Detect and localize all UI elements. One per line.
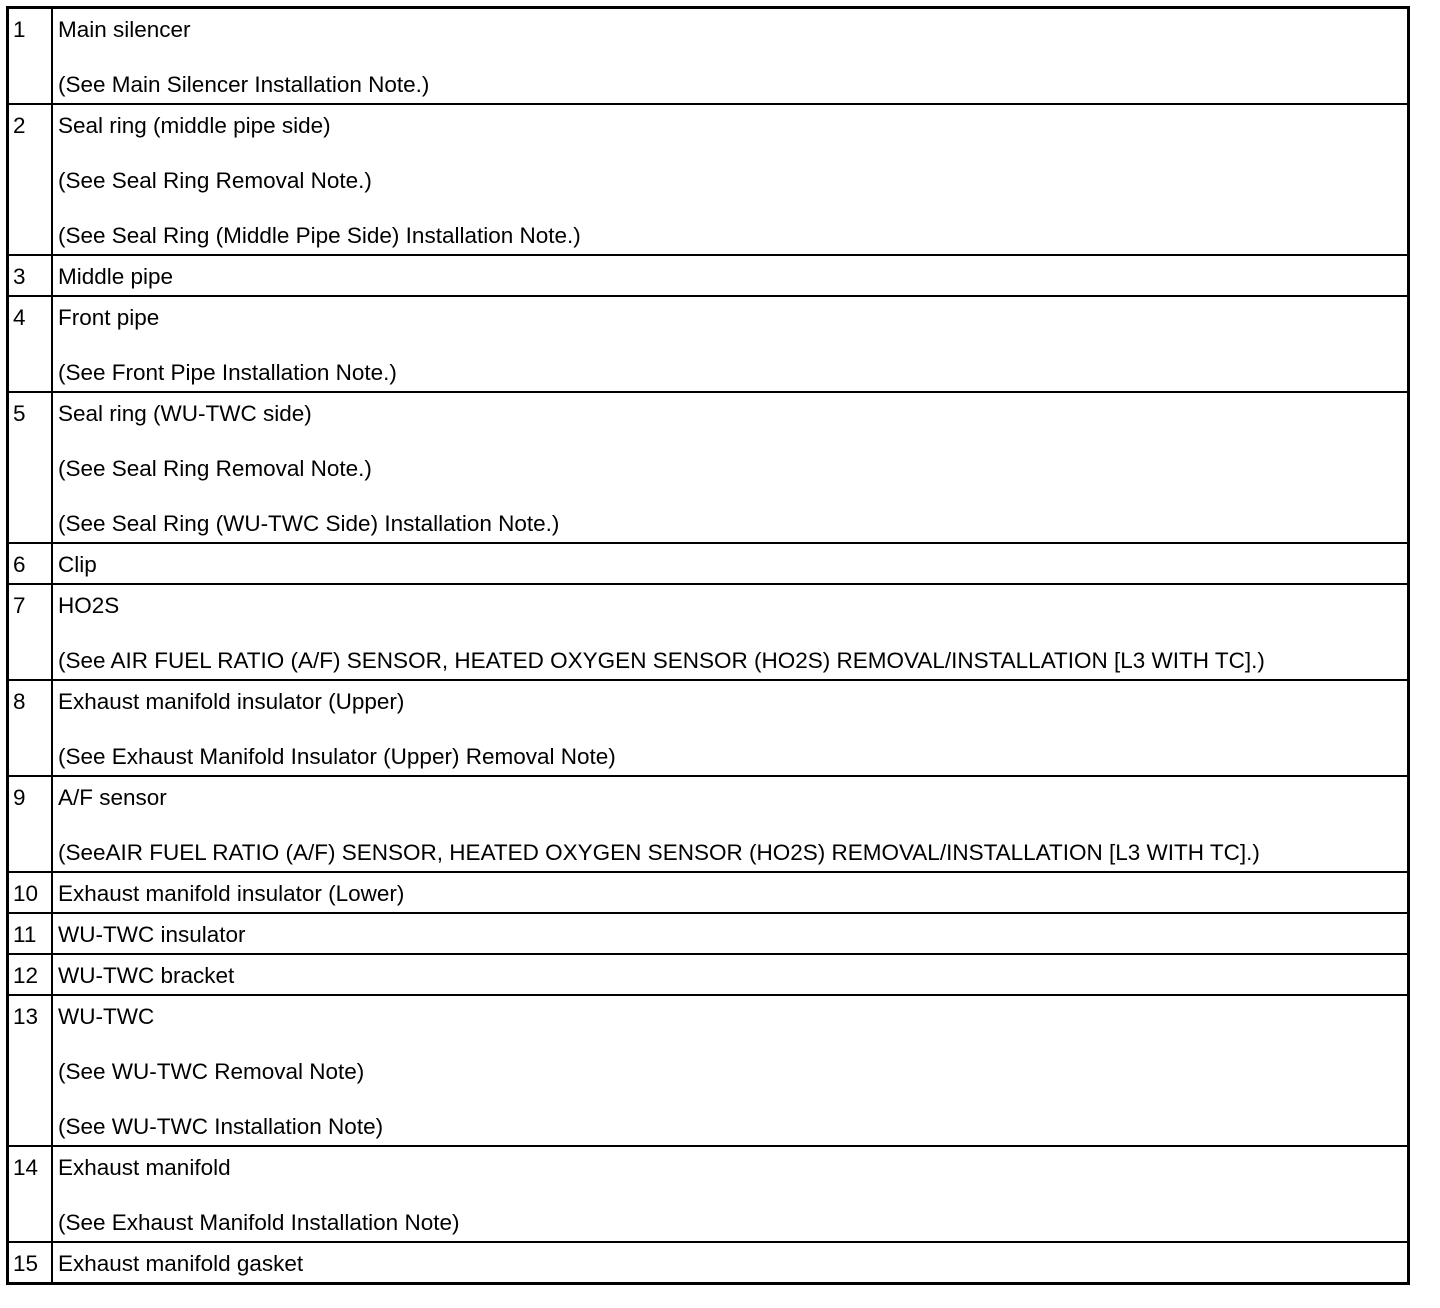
part-number: 2 bbox=[8, 104, 53, 255]
table-row bbox=[8, 776, 1409, 872]
part-number: 5 bbox=[8, 392, 53, 543]
part-note: (See Seal Ring Removal Note.) bbox=[58, 168, 372, 193]
part-note: (See WU-TWC Installation Note) bbox=[58, 1114, 384, 1139]
table-row bbox=[8, 543, 1409, 584]
part-name: Exhaust manifold bbox=[58, 1155, 231, 1180]
part-name: A/F sensor bbox=[58, 785, 167, 810]
part-name: Exhaust manifold insulator (Upper) bbox=[58, 689, 405, 714]
table-row bbox=[8, 995, 1409, 1146]
part-description bbox=[52, 872, 1409, 913]
part-number: 14 bbox=[8, 1146, 53, 1242]
part-name: Seal ring (WU-TWC side) bbox=[58, 401, 312, 426]
table-row bbox=[8, 104, 1409, 255]
part-description bbox=[52, 1242, 1409, 1284]
part-note: (See Seal Ring Removal Note.) bbox=[58, 456, 372, 481]
part-note: (See WU-TWC Removal Note) bbox=[58, 1059, 365, 1084]
table-row bbox=[8, 584, 1409, 680]
part-number: 12 bbox=[8, 954, 53, 995]
table-row bbox=[8, 680, 1409, 776]
part-number: 4 bbox=[8, 296, 53, 392]
part-description bbox=[52, 543, 1409, 584]
part-note: (SeeAIR FUEL RATIO (A/F) SENSOR, HEATED OXYGEN SENSOR (HO2S) REMOVAL/INSTALLATION [L3 WITH TC].) bbox=[58, 840, 1260, 865]
part-name: WU-TWC insulator bbox=[58, 922, 246, 947]
part-description bbox=[52, 296, 1409, 392]
part-name: Seal ring (middle pipe side) bbox=[58, 113, 331, 138]
part-note: (See AIR FUEL RATIO (A/F) SENSOR, HEATED OXYGEN SENSOR (HO2S) REMOVAL/INSTALLATION [L3 WITH TC].) bbox=[58, 648, 1265, 673]
part-description bbox=[52, 995, 1409, 1146]
part-note: (See Seal Ring (Middle Pipe Side) Installation Note.) bbox=[58, 223, 581, 248]
table-row bbox=[8, 1242, 1409, 1284]
part-number: 6 bbox=[8, 543, 53, 584]
part-number: 11 bbox=[8, 913, 53, 954]
part-note: (See Front Pipe Installation Note.) bbox=[58, 360, 397, 385]
part-number: 15 bbox=[8, 1242, 53, 1284]
part-name: Exhaust manifold insulator (Lower) bbox=[58, 881, 405, 906]
part-number: 7 bbox=[8, 584, 53, 680]
part-note: (See Seal Ring (WU-TWC Side) Installation Note.) bbox=[58, 511, 560, 536]
part-description bbox=[52, 776, 1409, 872]
part-description bbox=[52, 954, 1409, 995]
part-number: 8 bbox=[8, 680, 53, 776]
part-name: Exhaust manifold gasket bbox=[58, 1251, 304, 1276]
table-row bbox=[8, 296, 1409, 392]
part-description bbox=[52, 104, 1409, 255]
table-row bbox=[8, 872, 1409, 913]
part-number: 10 bbox=[8, 872, 53, 913]
part-number: 13 bbox=[8, 995, 53, 1146]
part-name: Middle pipe bbox=[58, 264, 174, 289]
part-note: (See Exhaust Manifold Installation Note) bbox=[58, 1210, 460, 1235]
parts-legend-table bbox=[6, 6, 1410, 1285]
part-description bbox=[52, 913, 1409, 954]
part-name: WU-TWC bracket bbox=[58, 963, 235, 988]
part-number: 1 bbox=[8, 8, 53, 105]
table-row bbox=[8, 954, 1409, 995]
part-note: (See Exhaust Manifold Insulator (Upper) Removal Note) bbox=[58, 744, 616, 769]
part-name: Main silencer bbox=[58, 17, 191, 42]
part-description bbox=[52, 8, 1409, 105]
part-name: Front pipe bbox=[58, 305, 160, 330]
table-row bbox=[8, 255, 1409, 296]
part-name: HO2S bbox=[58, 593, 120, 618]
table-row bbox=[8, 913, 1409, 954]
table-row bbox=[8, 1146, 1409, 1242]
part-description bbox=[52, 392, 1409, 543]
part-description bbox=[52, 584, 1409, 680]
part-number: 3 bbox=[8, 255, 53, 296]
part-name: Clip bbox=[58, 552, 97, 577]
part-description bbox=[52, 1146, 1409, 1242]
part-description bbox=[52, 255, 1409, 296]
parts-table-body bbox=[8, 8, 1409, 1284]
part-description bbox=[52, 680, 1409, 776]
table-row bbox=[8, 392, 1409, 543]
part-name: WU-TWC bbox=[58, 1004, 155, 1029]
table-row bbox=[8, 8, 1409, 105]
part-note: (See Main Silencer Installation Note.) bbox=[58, 72, 430, 97]
part-number: 9 bbox=[8, 776, 53, 872]
